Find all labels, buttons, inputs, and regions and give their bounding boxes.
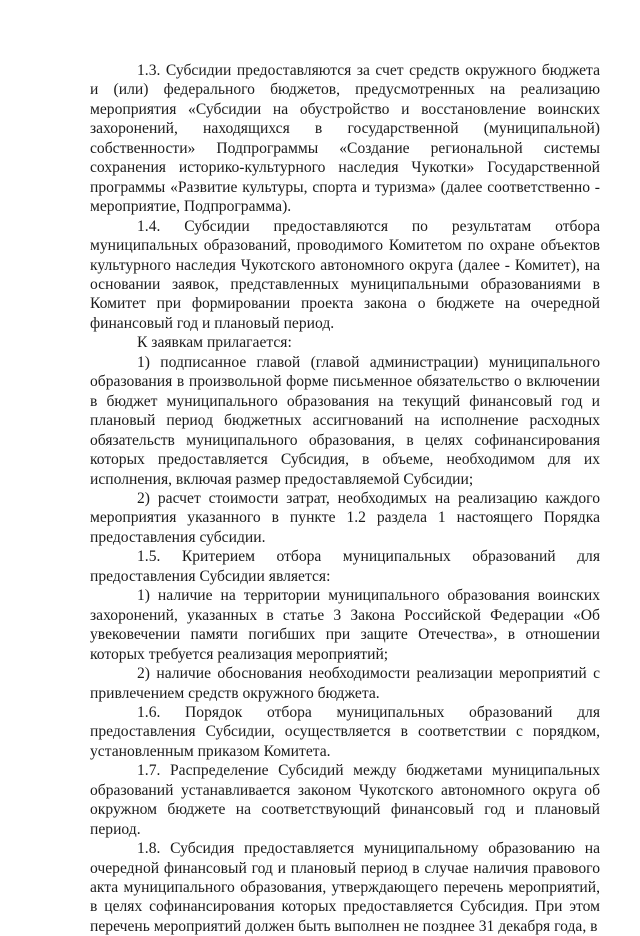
paragraph-1-5: 1.5. Критерием отбора муниципальных образований для предоставления Субсидии является: [90, 548, 600, 585]
paragraph-attachments-intro: К заявкам прилагается: [137, 334, 292, 352]
paragraph-attachment-1: 1) подписанное главой (главой администрации) муниципального образования в произвольной форме письменное обязательство о включении в бюджет муниципального образования на текущий финансовый год и плановый период бюджетных ассигнований на исполнение расходных обязательств муниципального образования, в целях софинансирования которых предоставляется Субсидия, в объеме, необходимом для их исполнения, включая размер предоставляемой Субсидии; [90, 353, 600, 488]
paragraph-1-4: 1.4. Субсидии предоставляются по результатам отбора муниципальных образований, проводимого Комитетом по охране объектов культурного наследия Чукотского автономного округа (далее - Комитет), на основании заявок, представленных муниципальными образованиями в Комитет при формировании проекта закона о бюджете на очередной финансовый год и плановый период. [90, 217, 600, 332]
paragraph-criterion-1: 1) наличие на территории муниципального образования воинских захоронений, указанных в статье 3 Закона Российской Федерации «Об увековечении памяти погибших при защите Отечества», в отношении которых требуется реализация мероприятий; [90, 587, 600, 663]
paragraph-1-8: 1.8. Субсидия предоставляется муниципальному образованию на очередной финансовый год и плановый период в случае наличия правового акта муниципального образования, утверждающего перечень мероприятий, в целях софинансирования которых предоставляется Субсидия. При этом перечень мероприятий должен быть выполнен не позднее 31 декабря года, в [90, 840, 600, 935]
paragraph-1-3: 1.3. Субсидии предоставляются за счет средств окружного бюджета и (или) федерального бюджетов, предусмотренных на реализацию мероприятия «Субсидии на обустройство и восстановление воинских захоронений, находящихся в государственной (муниципальной) собственности» Подпрограммы «Создание региональной системы сохранения историко-культурного наследия Чукотки» Государственной программы «Развитие культуры, спорта и туризма» (далее соответственно - мероприятие, Подпрограмма). [90, 62, 600, 216]
paragraph-1-6: 1.6. Порядок отбора муниципальных образований для предоставления Субсидии, осуществляется в соответствии с порядком, установленным приказом Комитета. [90, 703, 600, 760]
paragraph-criterion-2: 2) наличие обоснования необходимости реализации мероприятий с привлечением средств окружного бюджета. [90, 665, 600, 702]
paragraph-attachment-2: 2) расчет стоимости затрат, необходимых на реализацию каждого мероприятия указанного в пункте 1.2 раздела 1 настоящего Порядка предоставления субсидии. [90, 489, 600, 546]
document-body [90, 61, 600, 936]
paragraph-1-7: 1.7. Распределение Субсидий между бюджетами муниципальных образований устанавливается законом Чукотского автономного округа об окружном бюджете на соответствующий финансовый год и плановый период. [90, 762, 600, 838]
